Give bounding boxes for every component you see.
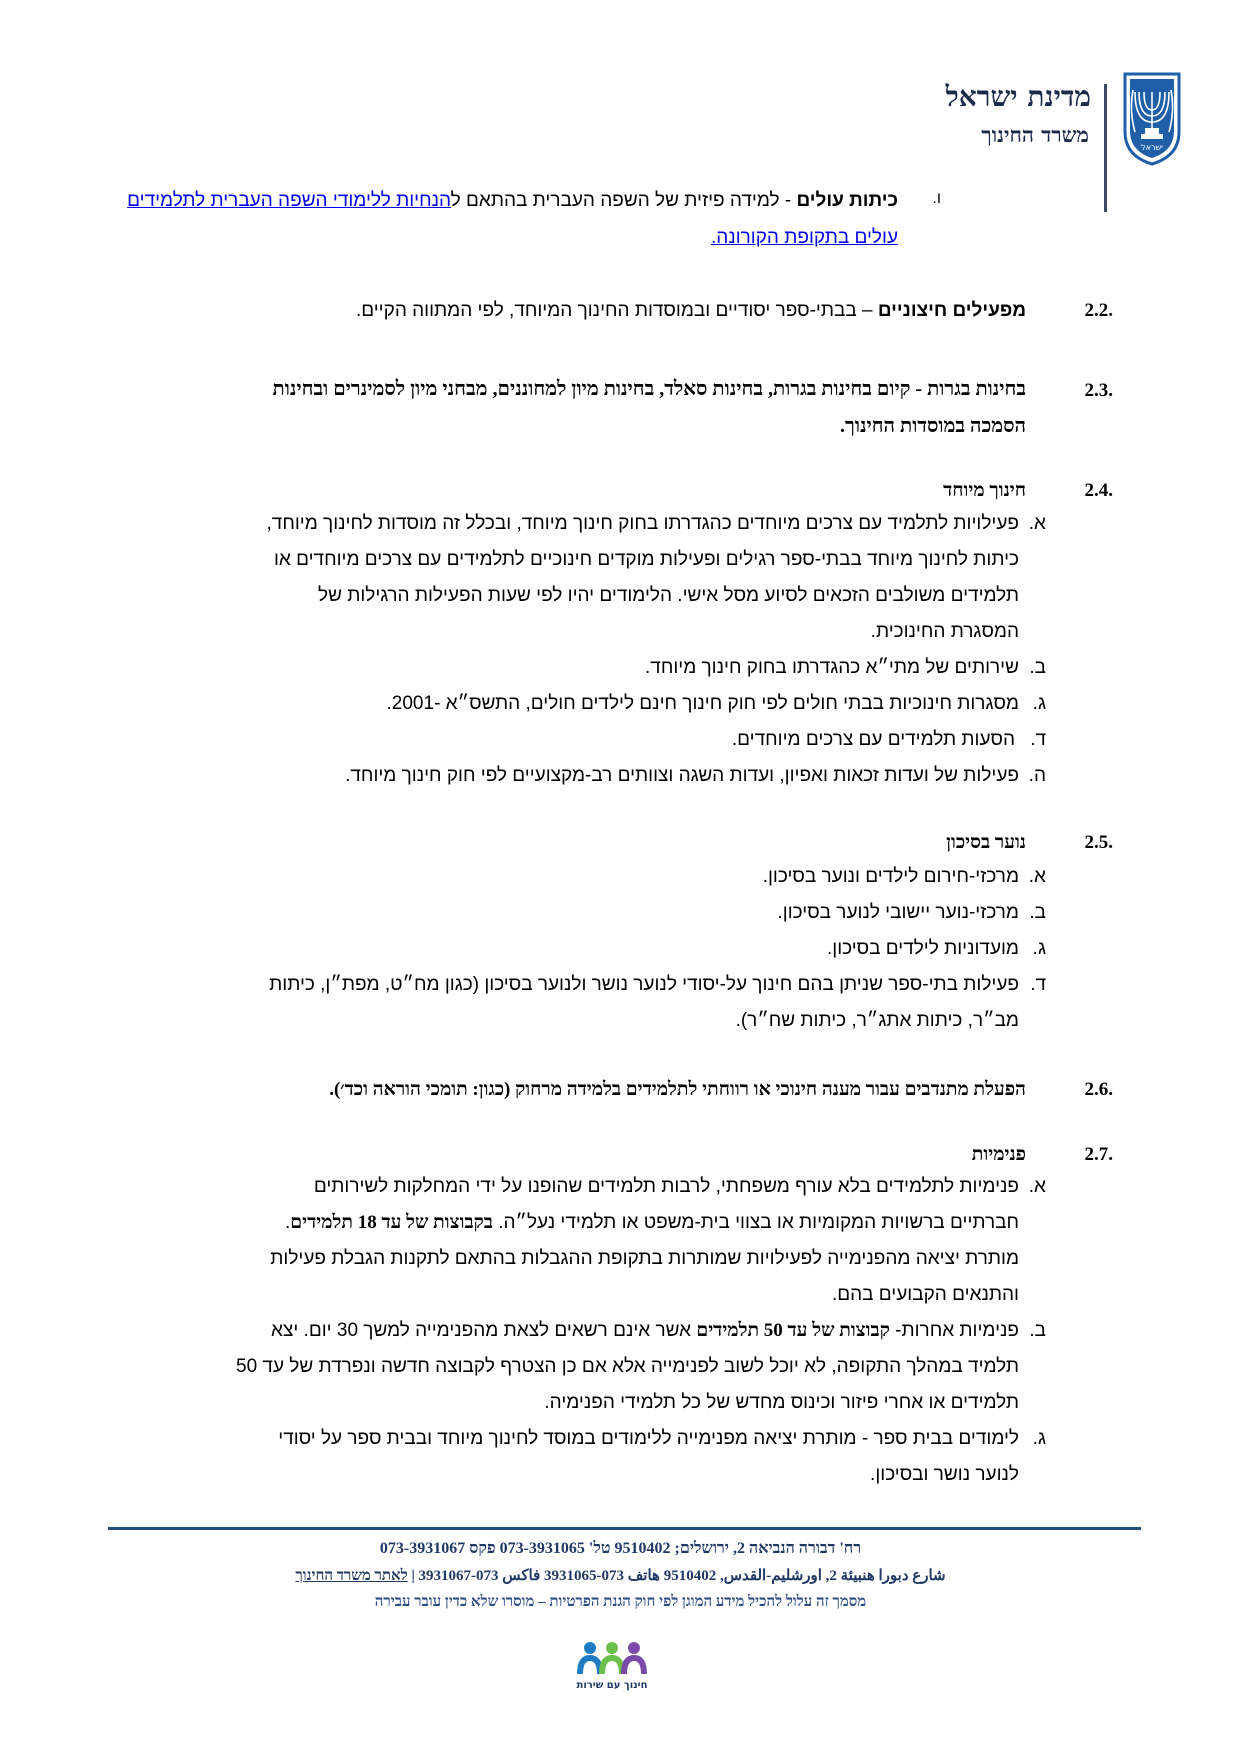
section-title: חינוך מיוחד	[943, 480, 1026, 501]
item-line: לימודים בבית ספר - מותרת יציאה מפנימייה ללימודים במוסד לחינוך מיוחד ובבית ספר על יסודי	[278, 1428, 1019, 1449]
org-subtitle: משרד החינוך	[981, 122, 1089, 147]
svg-text:חינוך עם שירות: חינוך עם שירות	[576, 1680, 648, 1691]
section-number: .2.4	[1084, 480, 1113, 501]
item-line: פנימיות אחרות- קבוצות של עד 50 תלמידים אשר אינם רשאים לצאת מהפנימייה למשך 30 יום. יצא	[271, 1320, 1019, 1341]
section-text-cont: הסמכה במוסדות החינוך.	[840, 415, 1026, 437]
item-marker: ב.	[1029, 1320, 1046, 1341]
item-line: המסגרת החינוכית.	[870, 621, 1019, 642]
item-line: שירותים של מתי״א כהגדרתו בחוק חינוך מיוחד.	[645, 657, 1019, 678]
hebrew-guidelines-link-cont[interactable]: עולים בתקופת הקורונה.	[710, 227, 898, 248]
section-text: הפעלת מתנדבים עבור מענה חינוכי או רווחתי לתלמידים בלמידה מרחוק (כגון: תומכי הוראה וכד׳).	[329, 1079, 1026, 1100]
item-marker: א.	[1028, 866, 1046, 887]
section-title: נוער בסיכון	[946, 832, 1026, 853]
item-line: פנימיות לתלמידים בלא עורף משפחתי, לרבות תלמידים שהופנו על ידי המחלקות לשירותים	[313, 1176, 1019, 1197]
section-number: .2.5	[1084, 832, 1113, 853]
item-line: מסגרות חינוכיות בבתי חולים לפי חוק חינוך חינם לילדים חולים, התשס״א -2001.	[386, 693, 1019, 714]
item-line: פעילות בתי-ספר שניתן בהם חינוך על-יסודי לנוער נושר ולנוער בסיכון (כגון מח״ט, מפת״ן, כיתות	[269, 974, 1019, 995]
item-line: הסעות תלמידים עם צרכים מיוחדים.	[731, 729, 1015, 750]
item-marker: ג.	[1032, 1428, 1046, 1449]
item-line: מרכזי-נוער יישובי לנוער בסיכון.	[777, 902, 1019, 923]
item-line: פעילויות לתלמיד עם צרכים מיוחדים כהגדרתו בחוק חינוך מיוחד, ובכלל זה מוסדות לחינוך מיוחד,	[266, 513, 1019, 534]
item-line: והתנאים הקבועים בהם.	[831, 1284, 1019, 1305]
item-marker: ב.	[1029, 657, 1046, 678]
svg-text:ישראל: ישראל	[1141, 143, 1163, 152]
item-line: חברתיים ברשויות המקומיות או בצווי בית-משפט או תלמידי נעל״ה. בקבוצות של עד 18 תלמידים.	[284, 1212, 1019, 1233]
item-line: מב״ר, כיתות אתג״ר, כיתות שח״ר).	[735, 1010, 1019, 1031]
education-with-service-logo-icon	[572, 1640, 652, 1696]
item-marker: ה.	[1028, 765, 1046, 786]
footer-address-hebrew: רח' דבורה הנביאה 2, ירושלים; 9510402 טל' 073-3931065 פקס 073-3931067	[379, 1540, 862, 1557]
item-line: פעילות של ועדות זכאות ואפיון, ועדות השגה וצוותים רב-מקצועיים לפי חוק חינוך מיוחד.	[345, 765, 1019, 786]
item-marker: ג.	[1032, 938, 1046, 959]
item-marker: א.	[1028, 513, 1046, 534]
footer-address-arabic: شارع دبورا هنبيئة 2, اورشليم-القدس, 9510402 هاتف 073-3931065 فاكس 073-3931067 | לאתר משרד החינוך	[295, 1568, 946, 1584]
item-marker: א.	[1028, 1176, 1046, 1197]
item-line: תלמידים או אחרי פיזור וכינוס מחדש של כל תלמידי הפנימיה.	[544, 1392, 1019, 1413]
item-marker: ד.	[1030, 729, 1046, 750]
item-line: מרכזי-חירום לילדים ונוער בסיכון.	[762, 866, 1019, 887]
state-emblem-icon	[1123, 70, 1181, 166]
section-number: .2.7	[1084, 1144, 1113, 1165]
item-line: תלמידים משולבים הזכאים לסיוע מסל אישי. הלימודים יהיו לפי שעות הפעילות הרגילות של	[318, 585, 1019, 606]
item-marker: ד.	[1030, 974, 1046, 995]
section-number: .2.3	[1084, 380, 1113, 401]
hebrew-guidelines-link[interactable]: הנחיות ללימודי השפה העברית לתלמידים	[127, 190, 452, 211]
section-text: מפעילים חיצוניים – בבתי-ספר יסודיים ובמוסדות החינוך המיוחד, לפי המתווה הקיים.	[355, 300, 1026, 321]
item-text: כיתות עולים - למידה פיזית של השפה העברית בהתאם להנחיות ללימודי השפה העברית לתלמידים	[127, 190, 898, 211]
org-title: מדינת ישראל	[945, 80, 1091, 113]
footer-privacy-notice: מסמך זה עלול להכיל מידע המוגן לפי חוק הגנת הפרטיות – מוסרו שלא כדין עובר עבירה	[374, 1594, 867, 1610]
footer-divider	[108, 1527, 1141, 1530]
item-marker: ג.	[1032, 693, 1046, 714]
item-marker: ו.	[932, 190, 941, 207]
letterhead	[821, 62, 1181, 202]
item-line: מועדוניות לילדים בסיכון.	[826, 938, 1019, 959]
section-text: בחינות בגרות - קיום בחינות בגרות, בחינות סאלד, בחינות מיון למחוננים, מבחני מיון לסמינרים ובחינות	[272, 378, 1026, 400]
ministry-site-link[interactable]: לאתר משרד החינוך	[295, 1568, 408, 1584]
item-marker: ב.	[1029, 902, 1046, 923]
section-number: .2.6	[1084, 1079, 1113, 1100]
item-line: תלמיד במהלך התקופה, לא יוכל לשוב לפנימייה אלא אם כן הצטרף לקבוצה חדשה ונפרדת של עד 50	[236, 1356, 1019, 1377]
item-line: כיתות לחינוך מיוחד בבתי-ספר רגילים ופעילות מוקדים חינוכיים לתלמידים עם צרכים מיוחדים או	[273, 549, 1019, 570]
item-line: מותרת יציאה מהפנימייה לפעילויות שמותרות בתקופת ההגבלות בהתאם לתקנות הגבלת פעילות	[270, 1248, 1019, 1269]
header-divider	[1104, 84, 1107, 212]
item-line: לנוער נושר ובסיכון.	[870, 1464, 1019, 1485]
section-number: .2.2	[1084, 300, 1113, 321]
section-title: פנימיות	[971, 1144, 1026, 1165]
